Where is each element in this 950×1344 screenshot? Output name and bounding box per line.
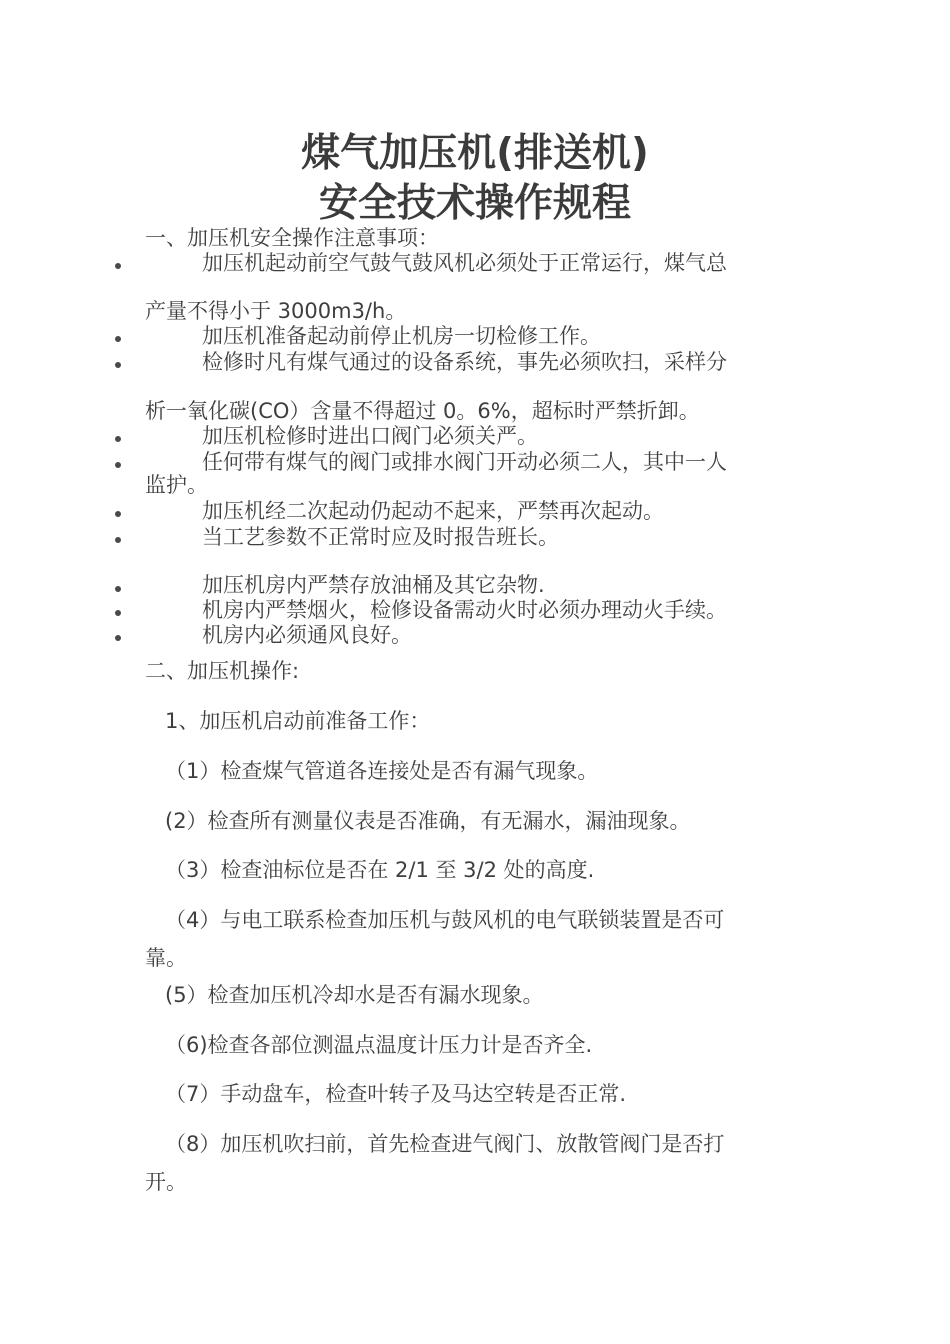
- check-item-7: （7）手动盘车，检查叶转子及马达空转是否正常.: [165, 1082, 627, 1106]
- bullet-icon: [115, 610, 121, 616]
- section1-heading: 一、加压机安全操作注意事项：: [145, 226, 439, 250]
- list-item-9: 机房内严禁烟火，检修设备需动火时必须办理动火手续。: [202, 598, 727, 622]
- bullet-icon: [115, 336, 121, 342]
- list-item-1-line1: 加压机起动前空气鼓气鼓风机必须处于正常运行，煤气总: [202, 251, 727, 275]
- check-item-6: （6)检查各部位测温点温度计压力计是否齐全.: [165, 1033, 593, 1057]
- doc-title-line1: 煤气加压机(排送机): [301, 131, 649, 176]
- check-item-8-line1: （8）加压机吹扫前，首先检查进气阀门、放散管阀门是否打: [165, 1132, 725, 1156]
- list-item-5-line1: 任何带有煤气的阀门或排水阀门开动必须二人，其中一人: [202, 450, 727, 474]
- check-item-5: (5）检查加压机冷却水是否有漏水现象。: [165, 983, 544, 1007]
- bullet-icon: [115, 263, 121, 269]
- section2-heading: 二、加压机操作:: [145, 659, 300, 683]
- bullet-icon: [115, 635, 121, 641]
- list-item-6: 加压机经二次起动仍起动不起来，严禁再次起动。: [202, 499, 664, 523]
- check-item-2: (2）检查所有测量仪表是否准确，有无漏水，漏油现象。: [165, 809, 691, 833]
- list-item-7: 当工艺参数不正常时应及时报告班长。: [202, 525, 559, 549]
- list-item-5-line2: 监护。: [145, 473, 208, 497]
- bullet-icon: [115, 362, 121, 368]
- bullet-icon: [115, 511, 121, 517]
- bullet-icon: [115, 436, 121, 442]
- list-item-10: 机房内必须通风良好。: [202, 623, 412, 647]
- check-item-3: （3）检查油标位是否在 2/1 至 3/2 处的高度.: [165, 858, 595, 882]
- check-item-1: （1）检查煤气管道各连接处是否有漏气现象。: [165, 759, 599, 783]
- bullet-icon: [115, 537, 121, 543]
- list-item-4: 加压机检修时进出口阀门必须关严。: [202, 424, 538, 448]
- section2-subheading: 1、加压机启动前准备工作：: [165, 709, 431, 733]
- list-item-8: 加压机房内严禁存放油桶及其它杂物.: [202, 573, 545, 597]
- check-item-4-line1: （4）与电工联系检查加压机与鼓风机的电气联锁装置是否可: [165, 908, 725, 932]
- list-item-2: 加压机准备起动前停止机房一切检修工作。: [202, 324, 601, 348]
- doc-title-line2: 安全技术操作规程: [318, 181, 631, 226]
- bullet-icon: [115, 586, 121, 592]
- bullet-icon: [115, 462, 121, 468]
- list-item-3-line2: 析一氧化碳(CO）含量不得超过 0。6%，超标时严禁折卸。: [145, 399, 700, 423]
- list-item-1-line2: 产量不得小于 3000m3/h。: [145, 299, 407, 323]
- check-item-8-line2: 开。: [145, 1170, 187, 1194]
- check-item-4-line2: 靠。: [145, 946, 187, 970]
- list-item-3-line1: 检修时凡有煤气通过的设备系统，事先必须吹扫，采样分: [202, 350, 727, 374]
